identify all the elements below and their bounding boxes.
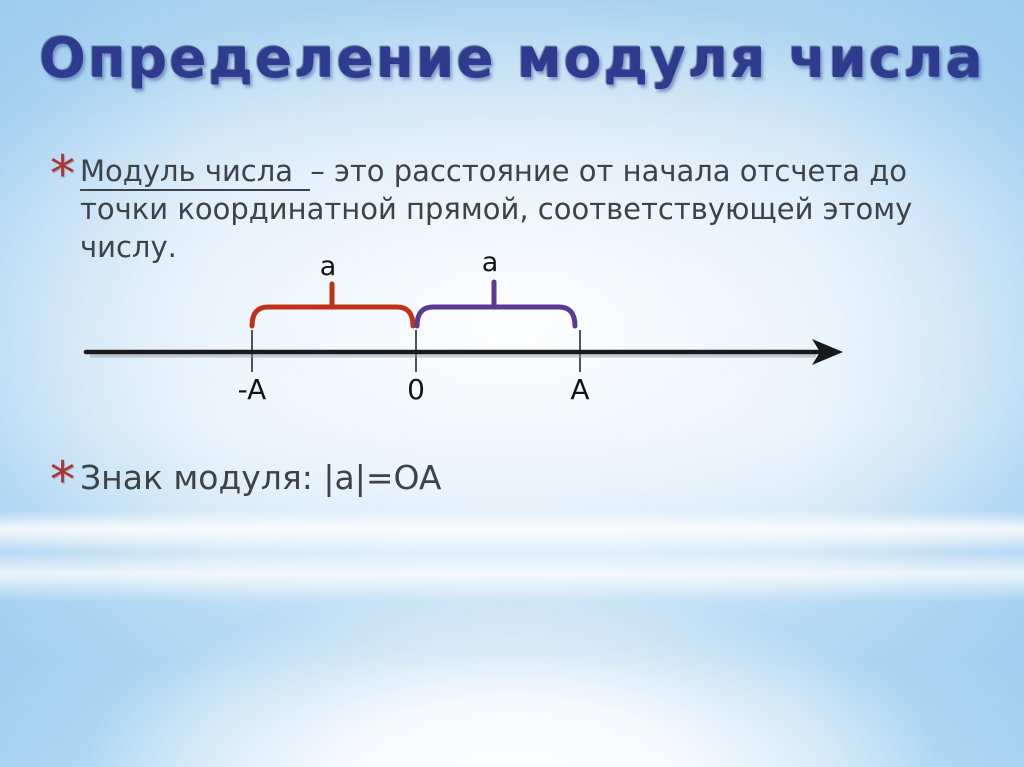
- left-bracket: [252, 307, 413, 326]
- definition-rest: – это расстояние от начала отсчета до точки координатной прямой, соответствующей этому числу.: [80, 154, 913, 264]
- slide-title: Определение модуля числа: [39, 26, 985, 90]
- bullet-asterisk-icon: *: [50, 145, 75, 203]
- bullet-asterisk-icon: *: [50, 451, 75, 509]
- term-underlined: Модуль числа: [80, 154, 310, 191]
- bullet-modulus-sign: [50, 451, 442, 509]
- left-segment-label: a: [319, 251, 337, 282]
- right-bracket: [417, 307, 575, 326]
- modulus-sign-text: Знак модуля: |a|=OA: [80, 458, 442, 497]
- tick-label-zero: 0: [407, 373, 425, 406]
- number-line-diagram: [78, 244, 868, 406]
- right-segment-label: a: [481, 247, 499, 278]
- tick-label-pos-a: A: [570, 373, 590, 406]
- tick-label-neg-a: -A: [237, 373, 267, 406]
